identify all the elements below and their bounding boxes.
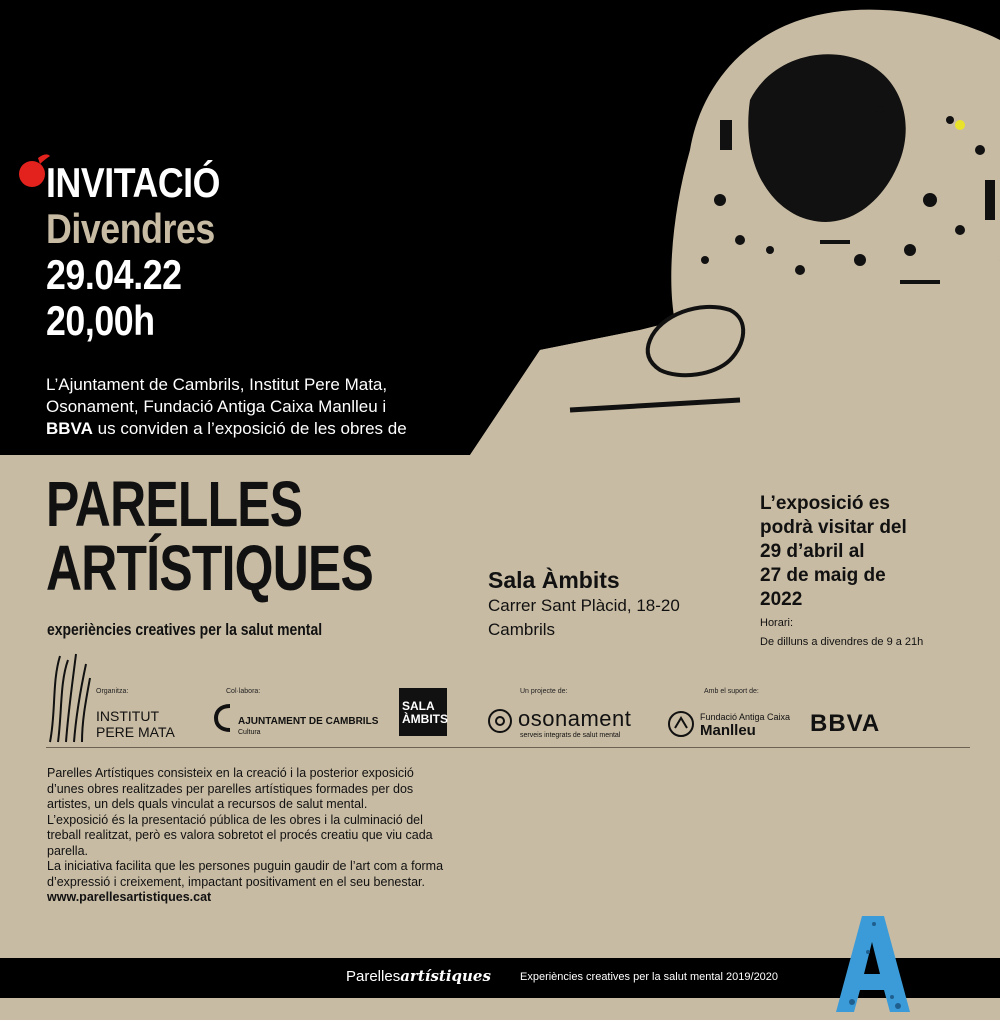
- title-line-1: PARELLES: [46, 468, 303, 540]
- exhibition-dates-block: [760, 492, 990, 650]
- fundacio-line-1: Fundació Antiga Caixa: [700, 712, 791, 722]
- ajuntament-sub: Cultura: [238, 729, 261, 736]
- intro-text: [46, 374, 506, 440]
- intro-line-2: Osonament, Fundació Antiga Caixa Manlleu i: [46, 397, 387, 416]
- big-a-logo-icon: [832, 912, 912, 1016]
- intro-line-3-rest: us conviden a l’exposició de les obres de: [92, 419, 407, 438]
- section-divider: [46, 747, 970, 748]
- cambrils-c-logo: [212, 702, 236, 736]
- suport-label: Amb el suport de:: [704, 688, 759, 695]
- osonament-logo: osonament: [518, 706, 632, 731]
- description-block: [47, 766, 447, 906]
- title-line-2: ARTÍSTIQUES: [46, 532, 374, 604]
- invitation-day: Divendres: [46, 205, 215, 252]
- invitation-time: 20,00h: [46, 297, 155, 344]
- venue-city: Cambrils: [488, 620, 556, 639]
- hours-label: Horari:: [760, 617, 794, 629]
- footer-tagline: Experiències creatives per la salut mental 2019/2020: [520, 971, 779, 983]
- exhibition-subtitle: experiències creatives per la salut mental: [47, 620, 323, 639]
- organitza-label: Organitza:: [96, 688, 129, 695]
- fundacio-line-2: Manlleu: [700, 722, 756, 739]
- institut-line-1: INSTITUT: [96, 708, 159, 724]
- description-paragraph-2: L’exposició és la presentació pública de les obres i la culminació del treball realitzat, però es valora sobretot el procés creatiu que viu cada parella.: [47, 812, 433, 858]
- institut-pere-mata-logo: [96, 708, 175, 740]
- expo-line-3: 29 d’abril al: [760, 541, 865, 562]
- osonament-sub: serveis integrats de salut mental: [520, 732, 621, 739]
- venue-name: Sala Àmbits: [488, 567, 620, 593]
- expo-line-2: podrà visitar del: [760, 517, 907, 538]
- invitation-date: 29.04.22: [46, 251, 182, 298]
- intro-bbva: BBVA: [46, 419, 93, 438]
- fundacio-manlleu-icon: [667, 710, 695, 738]
- venue-block: [488, 566, 680, 642]
- intro-line-3: [46, 418, 506, 440]
- invitation-block: [46, 160, 251, 344]
- description-paragraph-3: La iniciativa facilita que les persones puguin gaudir de l’art com a forma d’expressió i creixement, impactant positivament en el seu benestar.: [47, 859, 444, 889]
- description-paragraph-1: Parelles Artístiques consisteix en la creació i la posterior exposició d’unes obres realitzades per parelles artístiques formades per dos artistes, un dels quals vinculat a recursos de salut mental.: [47, 766, 414, 811]
- website-link[interactable]: www.parellesartistiques.cat: [47, 890, 212, 904]
- brand-plain: Parelles: [346, 968, 401, 985]
- invitation-title: INVITACIÓ: [46, 159, 221, 206]
- bbva-logo: BBVA: [810, 710, 881, 737]
- expo-line-5: 2022: [760, 589, 803, 610]
- sala-line-1: SALA: [402, 699, 435, 713]
- pere-mata-tree-logo: [46, 652, 92, 744]
- hours-text: De dilluns a divendres de 9 a 21h: [760, 636, 924, 648]
- expo-line-1: L’exposició es: [760, 493, 890, 514]
- sponsor-logos: [0, 650, 1000, 750]
- ajuntament-cambrils-logo: AJUNTAMENT DE CAMBRILS: [238, 716, 379, 727]
- footer-brand: [346, 967, 491, 985]
- sala-line-2: ÀMBITS: [402, 712, 448, 726]
- sala-ambits-logo: [399, 688, 447, 736]
- collabora-label: Col·labora:: [226, 688, 261, 695]
- exhibition-title: [46, 468, 374, 604]
- institut-line-2: PERE MATA: [96, 724, 175, 740]
- venue-street: Carrer Sant Plàcid, 18-20: [488, 596, 680, 615]
- osonament-flower-icon: [487, 708, 513, 734]
- projecte-label: Un projecte de:: [520, 688, 568, 695]
- brand-italic: artístiques: [400, 967, 491, 985]
- intro-line-1: L’Ajuntament de Cambrils, Institut Pere Mata,: [46, 375, 388, 394]
- expo-line-4: 27 de maig de: [760, 565, 886, 586]
